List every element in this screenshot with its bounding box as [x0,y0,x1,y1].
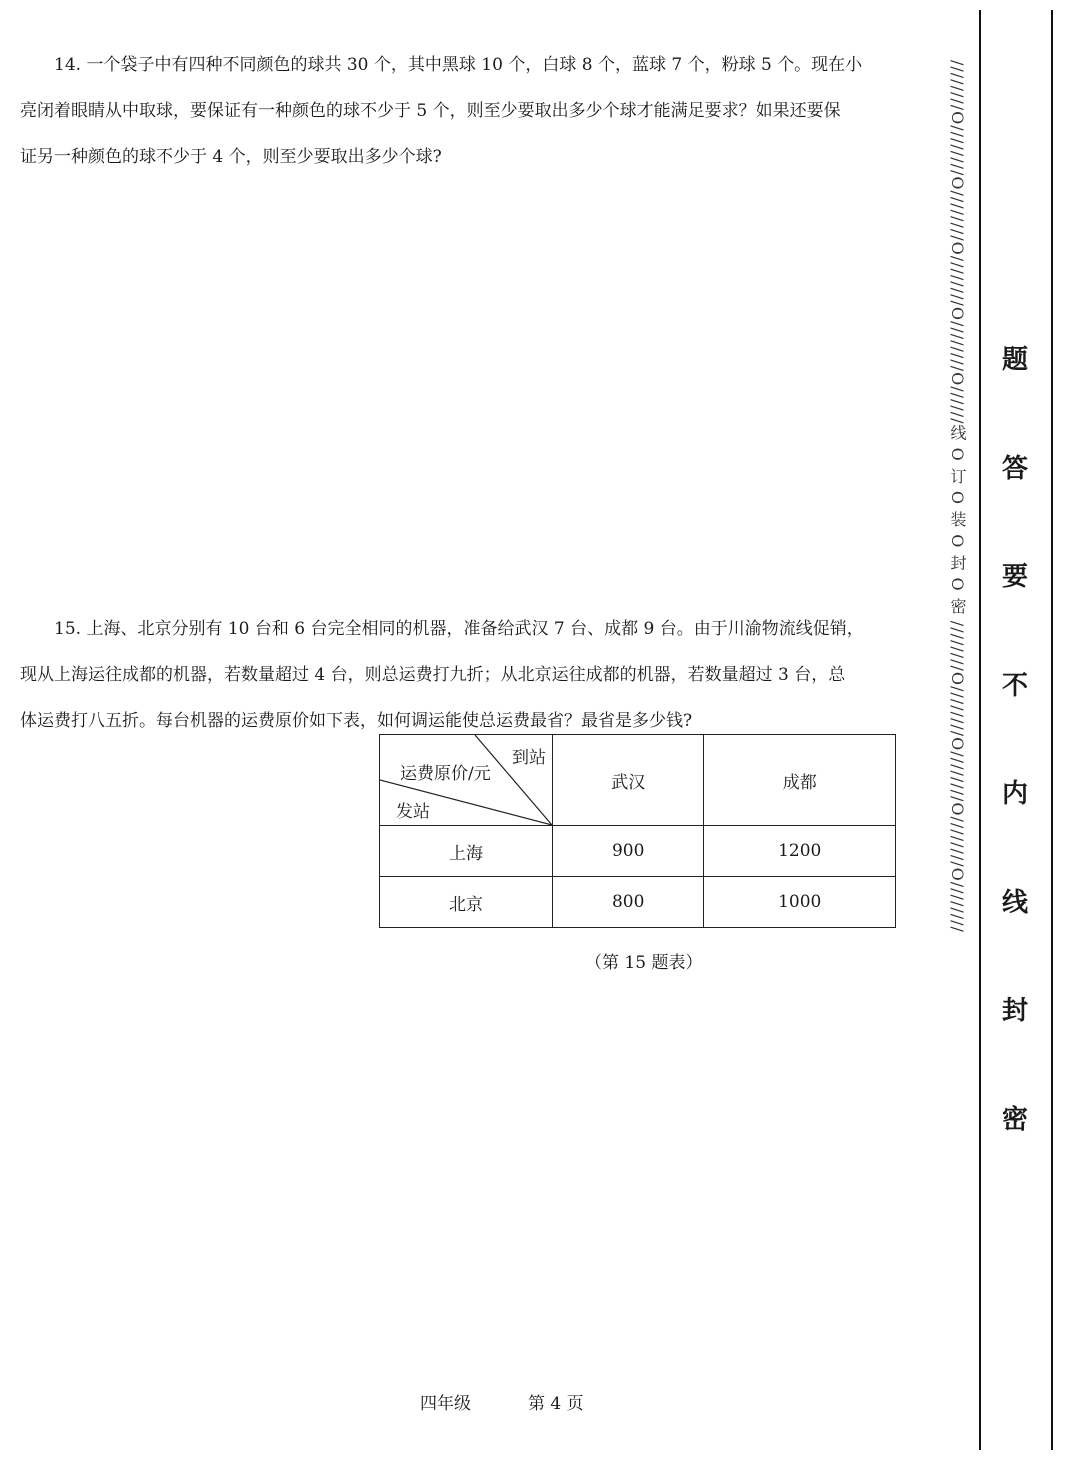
notice-char: 密 [1001,1104,1028,1135]
cell-beijing-wuhan: 800 [553,877,704,928]
question-14-line-3: 证另一种颜色的球不少于 4 个，则至少要取出多少个球? [20,147,442,167]
notice-char: 要 [1001,562,1028,593]
question-15 [20,606,882,744]
footer-page-number: 第 4 页 [528,1394,584,1414]
notice-char: 不 [1001,670,1028,701]
cell-shanghai-wuhan: 900 [553,826,704,877]
cell-beijing-chengdu: 1000 [704,877,896,928]
notice-char: 题 [1001,345,1028,375]
question-15-line-1: 15. 上海、北京分别有 10 台和 6 台完全相同的机器，准备给武汉 7 台、成都 9 台。由于川渝物流线促销， [54,619,864,639]
table-row [380,826,896,877]
header-arrival-station: 到站 [512,748,546,768]
table-header-row [380,735,896,826]
notice-char: 封 [1001,996,1028,1027]
binding-border-right [1051,10,1053,1450]
table-row [380,877,896,928]
binding-seal-line: ////////O////////O////////O////////O////////O//////线 O 订 O 装 O 封 O 密 ////////O////////O////////O////////O//////// [948,60,967,933]
row-label-shanghai: 上海 [380,826,553,877]
question-14-line-1: 14. 一个袋子中有四种不同颜色的球共 30 个，其中黑球 10 个，白球 8 个，蓝球 7 个，粉球 5 个。现在小 [54,55,863,75]
diagonal-header-cell [380,735,553,826]
header-freight-price: 运费原价/元 [400,764,491,784]
row-label-beijing: 北京 [380,877,553,928]
cell-shanghai-chengdu: 1200 [704,826,896,877]
binding-notice [998,345,1032,1135]
question-15-line-2: 现从上海运往成都的机器，若数量超过 4 台，则总运费打九折；从北京运往成都的机器，若数量超过 3 台，总 [20,665,846,685]
question-14 [20,42,882,180]
question-14-line-2: 亮闭着眼睛从中取球，要保证有一种颜色的球不少于 5 个，则至少要取出多少个球才能满足要求？如果还要保 [20,101,841,121]
notice-char: 答 [1001,453,1028,484]
column-header-wuhan: 武汉 [553,735,704,826]
table-caption: （第 15 题表） [585,953,703,973]
header-departure-station: 发站 [396,802,430,822]
binding-border-left [979,10,981,1450]
footer-grade: 四年级 [420,1394,471,1414]
freight-cost-table [379,734,896,928]
column-header-chengdu: 成都 [704,735,896,826]
notice-char: 内 [1001,779,1028,810]
question-15-line-3: 体运费打八五折。每台机器的运费原价如下表，如何调运能使总运费最省？最省是多少钱? [20,711,693,731]
notice-char: 线 [1001,887,1028,918]
